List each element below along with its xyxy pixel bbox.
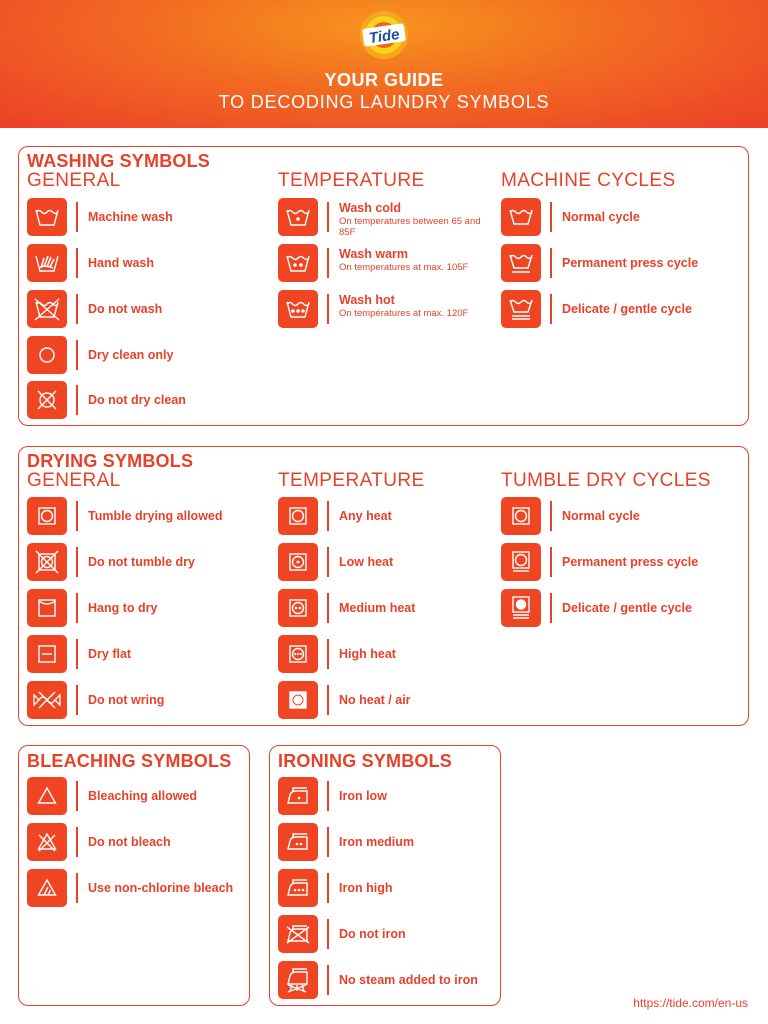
tub-one-line-icon	[501, 244, 541, 282]
ironing-symbols-title: IRONING SYMBOLS	[278, 751, 453, 771]
tumble-dry-icon	[501, 497, 541, 535]
symbol-hang-to-dry	[27, 589, 257, 629]
circle-icon	[27, 336, 67, 374]
machine-cycles-title: MACHINE CYCLES	[501, 170, 676, 191]
symbol-iron-medium	[278, 823, 508, 863]
symbol-normal-cycle	[501, 198, 731, 238]
tumble-dry-icon	[27, 497, 67, 535]
triangle-crossed-icon	[27, 823, 67, 861]
symbol-label: Iron low	[339, 789, 387, 803]
symbol-do-not-wash	[27, 290, 257, 330]
tumble-dry-cycles-title: TUMBLE DRY CYCLES	[501, 470, 711, 491]
symbol-any-heat	[278, 497, 508, 537]
symbol-label: Do not wring	[88, 693, 165, 707]
symbol-tumble-delicate	[501, 589, 731, 629]
symbol-high-heat	[278, 635, 508, 675]
wring-crossed-icon	[27, 681, 67, 719]
iron-two-dots-icon	[278, 823, 318, 861]
iron-crossed-icon	[278, 915, 318, 953]
symbol-do-not-wring	[27, 681, 257, 721]
tumble-dry-two-lines-icon	[501, 589, 541, 627]
tumble-dry-two-dots-icon	[278, 589, 318, 627]
symbol-wash-warm	[278, 244, 508, 284]
symbol-permanent-press-cycle	[501, 244, 731, 284]
symbol-label: High heat	[339, 647, 396, 661]
symbol-wash-cold	[278, 198, 508, 238]
symbol-label: Do not dry clean	[88, 393, 186, 407]
tumble-dry-one-dot-icon	[278, 543, 318, 581]
tub-two-lines-icon	[501, 290, 541, 328]
guide-subtitle: TO DECODING LAUNDRY SYMBOLS	[218, 92, 550, 112]
symbol-label: Use non-chlorine bleach	[88, 881, 234, 895]
tide-logo-icon	[358, 10, 410, 60]
tub-icon	[501, 198, 541, 236]
tumble-dry-one-line-icon	[501, 543, 541, 581]
hand-wash-icon	[27, 244, 67, 282]
symbol-label: Wash warm	[339, 247, 409, 261]
drying-symbols-title: DRYING SYMBOLS	[27, 451, 194, 471]
symbol-wash-hot	[278, 290, 508, 330]
symbol-label: Machine wash	[88, 210, 173, 224]
symbol-label: Do not wash	[88, 302, 163, 316]
symbol-no-heat-air	[278, 681, 508, 721]
symbol-label: Permanent press cycle	[562, 256, 699, 270]
tide-website-link[interactable]: https://tide.com/en-us	[633, 996, 748, 1010]
washing-symbols-title: WASHING SYMBOLS	[27, 151, 211, 171]
symbol-tumble-drying-allowed	[27, 497, 257, 537]
tub-crossed-icon	[27, 290, 67, 328]
symbol-label: Do not tumble dry	[88, 555, 195, 569]
guide-title: YOUR GUIDE	[324, 70, 444, 90]
bleaching-symbols-title: BLEACHING SYMBOLS	[27, 751, 232, 771]
symbol-dry-clean-only	[27, 336, 257, 376]
symbol-no-steam	[278, 961, 508, 1001]
symbol-label: Normal cycle	[562, 210, 640, 224]
tub-three-dots-icon	[278, 290, 318, 328]
symbol-label: Iron medium	[339, 835, 415, 849]
symbol-tumble-normal-cycle	[501, 497, 731, 537]
symbol-label: Dry flat	[88, 647, 132, 661]
symbol-do-not-tumble-dry	[27, 543, 257, 583]
triangle-icon	[27, 777, 67, 815]
symbol-label: Normal cycle	[562, 509, 640, 523]
symbol-do-not-bleach	[27, 823, 257, 863]
dry-flat-icon	[27, 635, 67, 673]
triangle-striped-icon	[27, 869, 67, 907]
symbol-label: Wash cold	[339, 201, 402, 215]
symbol-label: No steam added to iron	[339, 973, 478, 987]
symbol-machine-wash	[27, 198, 257, 238]
tumble-dry-crossed-icon	[27, 543, 67, 581]
symbol-label: Hand wash	[88, 256, 154, 270]
symbol-note: On temperatures between 65 and 85F	[339, 216, 481, 238]
iron-no-steam-icon	[278, 961, 318, 999]
symbol-delicate-cycle	[501, 290, 731, 330]
drying-general-title: GENERAL	[27, 470, 121, 491]
tumble-dry-three-dots-icon	[278, 635, 318, 673]
drying-temperature-title: TEMPERATURE	[278, 470, 425, 491]
symbol-label: No heat / air	[339, 693, 411, 707]
symbol-low-heat	[278, 543, 508, 583]
tumble-dry-filled-icon	[278, 681, 318, 719]
symbol-note: On temperatures at max. 120F	[339, 308, 469, 319]
symbol-label: Any heat	[339, 509, 392, 523]
symbol-do-not-dry-clean	[27, 381, 257, 421]
tub-one-dot-icon	[278, 198, 318, 236]
symbol-label: Do not iron	[339, 927, 406, 941]
symbol-label: Delicate / gentle cycle	[562, 302, 692, 316]
symbol-label: Do not bleach	[88, 835, 171, 849]
symbol-label: Bleaching allowed	[88, 789, 198, 803]
symbol-hand-wash	[27, 244, 257, 284]
symbol-tumble-permanent-press	[501, 543, 731, 583]
symbol-label: Dry clean only	[88, 348, 174, 362]
symbol-note: On temperatures at max. 105F	[339, 262, 469, 273]
washing-general-title: GENERAL	[27, 170, 121, 191]
iron-one-dot-icon	[278, 777, 318, 815]
tumble-dry-icon	[278, 497, 318, 535]
symbol-dry-flat	[27, 635, 257, 675]
symbol-iron-high	[278, 869, 508, 909]
symbol-label: Wash hot	[339, 293, 395, 307]
tub-two-dots-icon	[278, 244, 318, 282]
symbol-label: Low heat	[339, 555, 394, 569]
symbol-do-not-iron	[278, 915, 508, 955]
symbol-bleaching-allowed	[27, 777, 257, 817]
symbol-label: Medium heat	[339, 601, 416, 615]
symbol-medium-heat	[278, 589, 508, 629]
symbol-label: Permanent press cycle	[562, 555, 699, 569]
header-banner	[0, 0, 768, 128]
symbol-iron-low	[278, 777, 508, 817]
circle-crossed-icon	[27, 381, 67, 419]
iron-three-dots-icon	[278, 869, 318, 907]
washing-temperature-title: TEMPERATURE	[278, 170, 425, 191]
svg-text:Tide: Tide	[367, 25, 401, 48]
hang-dry-icon	[27, 589, 67, 627]
symbol-label: Tumble drying allowed	[88, 509, 223, 523]
symbol-label: Hang to dry	[88, 601, 158, 615]
symbol-label: Iron high	[339, 881, 393, 895]
tub-icon	[27, 198, 67, 236]
symbol-label: Delicate / gentle cycle	[562, 601, 692, 615]
symbol-non-chlorine-bleach	[27, 869, 257, 909]
